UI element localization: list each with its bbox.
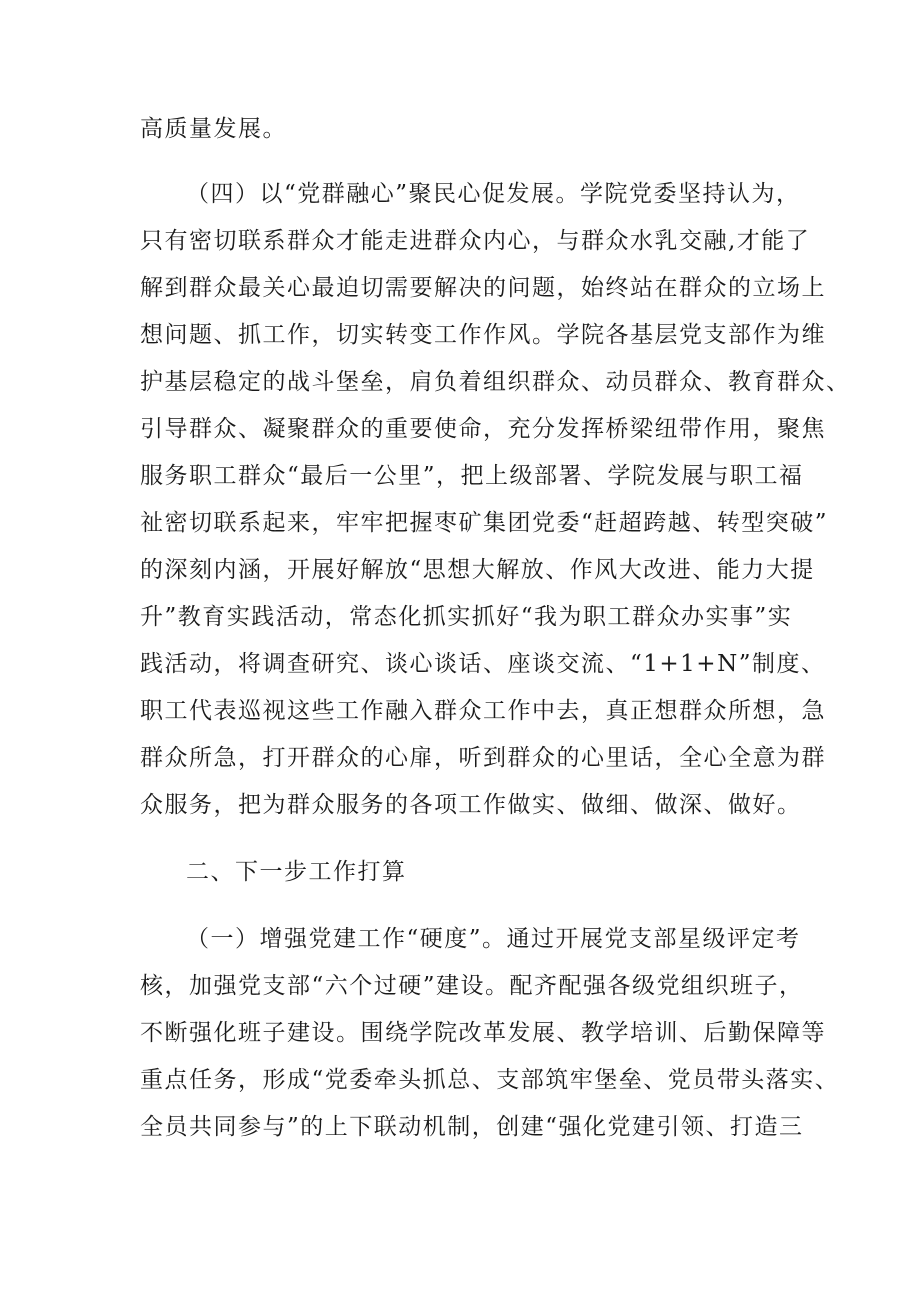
paragraph-line: 护基层稳定的战斗堡垒，肩负着组织群众、动员群众、教育群众、 xyxy=(140,369,851,395)
paragraph-line: 只有密切联系群众才能走进群众内心，与群众水乳交融,才能了 xyxy=(140,228,811,254)
paragraph-line: 践活动，将调查研究、谈心谈话、座谈交流、“1+1+N”制度、 xyxy=(140,651,826,677)
paragraph-line: 不断强化班子建设。围绕学院改革发展、教学培训、后勤保障等 xyxy=(140,1020,826,1046)
paragraph-line: 核，加强党支部“六个过硬”建设。配齐配强各级党组织班子， xyxy=(140,973,804,999)
section-four-heading-line: （四）以“党群融心”聚民心促发展。学院党委坚持认为， xyxy=(186,181,801,207)
paragraph-line: 众服务，把为群众服务的各项工作做实、做细、做深、做好。 xyxy=(140,792,802,818)
paragraph-line: 高质量发展。 xyxy=(140,116,287,142)
paragraph-line: 职工代表巡视这些工作融入群众工作中去，真正想群众所想，急 xyxy=(140,698,826,724)
paragraph-line: 引导群众、凝聚群众的重要使命，充分发挥桥梁纽带作用，聚焦 xyxy=(140,416,826,442)
paragraph-line: 解到群众最关心最迫切需要解决的问题，始终站在群众的立场上 xyxy=(140,275,826,301)
paragraph-line: 群众所急，打开群众的心扉，听到群众的心里话，全心全意为群 xyxy=(140,745,826,771)
paragraph-line: 升”教育实践活动，常态化抓实抓好“我为职工群众办实事”实 xyxy=(140,604,793,630)
paragraph-line: 的深刻内涵，开展好解放“思想大解放、作风大改进、能力大提 xyxy=(140,557,815,583)
section-two-heading: 二、下一步工作打算 xyxy=(186,859,407,885)
subsection-one-heading-line: （一）增强党建工作“硬度”。通过开展党支部星级评定考 xyxy=(186,926,801,952)
paragraph-line: 全员共同参与”的上下联动机制，创建“强化党建引领、打造三 xyxy=(140,1114,804,1140)
paragraph-line: 想问题、抓工作，切实转变工作作风。学院各基层党支部作为维 xyxy=(140,322,826,348)
paragraph-line: 重点任务，形成“党委牵头抓总、支部筑牢堡垒、党员带头落实、 xyxy=(140,1067,840,1093)
paragraph-line: 服务职工群众“最后一公里”，把上级部署、学院发展与职工福 xyxy=(140,463,804,489)
paragraph-line: 祉密切联系起来，牢牢把握枣矿集团党委“赶超跨越、转型突破” xyxy=(140,510,829,536)
